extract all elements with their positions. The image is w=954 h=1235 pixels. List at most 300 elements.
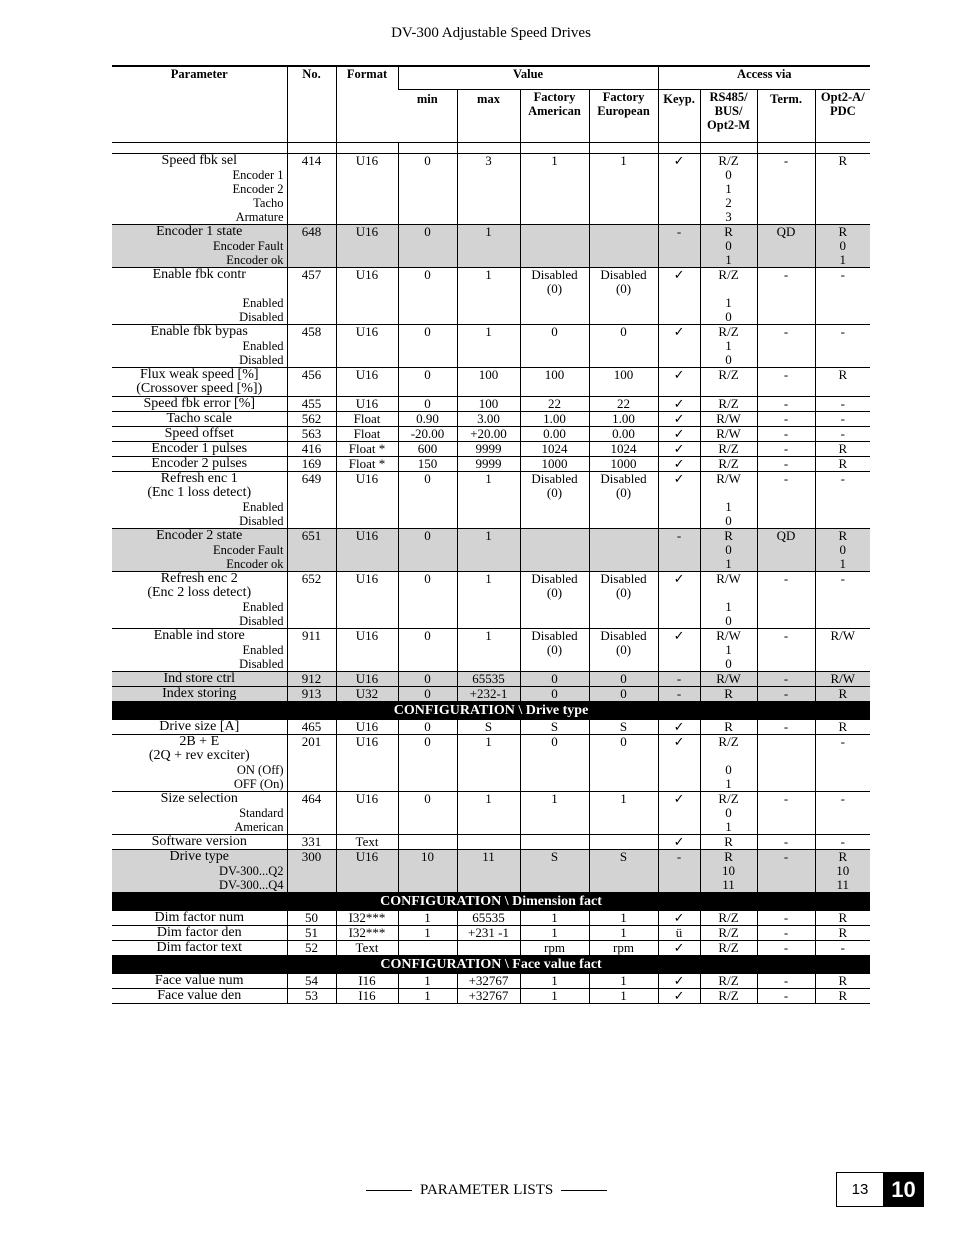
parameter-name-line: Enable ind store xyxy=(153,628,245,643)
parameter-table-body xyxy=(112,154,870,1004)
access-opt2a xyxy=(815,911,870,926)
parameter-name xyxy=(112,397,287,412)
table-row xyxy=(112,529,870,572)
param-min: 0 xyxy=(398,397,457,412)
access-opt2a-line: R xyxy=(838,528,848,543)
parameter-option: OFF (On) xyxy=(233,777,284,791)
factory-european-line: 1024 xyxy=(610,441,637,456)
access-rs485 xyxy=(700,672,757,687)
access-keypad: ✓ xyxy=(658,792,700,835)
factory-american xyxy=(520,154,589,225)
parameter-name xyxy=(112,225,287,268)
param-format: U16 xyxy=(336,397,398,412)
access-opt2a-line: - xyxy=(840,571,845,586)
access-keypad: - xyxy=(658,529,700,572)
access-keypad: ✓ xyxy=(658,427,700,442)
access-opt2a xyxy=(815,792,870,835)
table-row xyxy=(112,792,870,835)
parameter-name xyxy=(112,457,287,472)
section-header xyxy=(112,702,870,720)
access-opt2a-line: - xyxy=(840,834,845,849)
table-row xyxy=(112,442,870,457)
param-min: 0 xyxy=(398,687,457,702)
parameter-name-line: Face value num xyxy=(154,973,244,988)
factory-american xyxy=(520,427,589,442)
parameter-option: Disabled xyxy=(239,657,284,671)
param-number: 414 xyxy=(287,154,336,225)
section-title: CONFIGURATION \ Dimension fact xyxy=(112,893,870,911)
access-rs485-line: R xyxy=(724,719,733,734)
chapter-number: 10 xyxy=(883,1172,924,1207)
factory-european xyxy=(589,835,658,850)
param-number: 912 xyxy=(287,672,336,687)
param-max: 1 xyxy=(457,735,520,792)
access-opt2a-line: R xyxy=(838,441,848,456)
parameter-option: Encoder Fault xyxy=(213,239,284,253)
param-max: 1 xyxy=(457,572,520,629)
param-number: 52 xyxy=(287,941,336,956)
parameter-option: DV-300...Q2 xyxy=(219,864,284,878)
factory-american-line: 1 xyxy=(551,910,558,925)
parameter-name xyxy=(112,974,287,989)
factory-american-line: 0 xyxy=(551,734,558,749)
param-number: 649 xyxy=(287,472,336,529)
access-rs485-line: R/W xyxy=(716,628,741,643)
access-terminal: - xyxy=(757,850,815,893)
access-rs485 xyxy=(700,154,757,225)
factory-american xyxy=(520,397,589,412)
access-opt2a xyxy=(815,720,870,735)
param-max: 9999 xyxy=(457,457,520,472)
page-footer xyxy=(366,1182,607,1199)
param-min: 1 xyxy=(398,989,457,1004)
factory-american-line: 1 xyxy=(551,988,558,1003)
parameter-option: American xyxy=(234,820,284,834)
section-header xyxy=(112,893,870,911)
access-opt2a-line: R/W xyxy=(830,671,856,686)
parameter-name-line: Dim factor num xyxy=(154,910,244,925)
access-rs485-line: R/Z xyxy=(718,988,739,1003)
access-keypad: ✓ xyxy=(658,442,700,457)
access-rs485-line: R/Z xyxy=(718,910,739,925)
parameter-option: Disabled xyxy=(239,514,284,528)
access-rs485 xyxy=(700,442,757,457)
factory-european xyxy=(589,368,658,397)
param-max: +231 -1 xyxy=(457,926,520,941)
parameter-name xyxy=(112,835,287,850)
factory-american xyxy=(520,926,589,941)
parameter-name-line: Encoder 2 pulses xyxy=(151,456,248,471)
parameter-name-line: Drive size [A] xyxy=(159,719,240,734)
factory-european xyxy=(589,629,658,672)
factory-european xyxy=(589,941,658,956)
factory-american xyxy=(520,442,589,457)
param-number: 464 xyxy=(287,792,336,835)
access-opt2a-line: - xyxy=(840,471,845,486)
parameter-name xyxy=(112,792,287,835)
param-format: I32*** xyxy=(336,926,398,941)
factory-european xyxy=(589,154,658,225)
parameter-name-line: Refresh enc 2 xyxy=(160,571,238,586)
param-format: U16 xyxy=(336,735,398,792)
access-keypad: ✓ xyxy=(658,989,700,1004)
factory-american xyxy=(520,735,589,792)
col-header-rs485: RS485/ BUS/ Opt2-M xyxy=(700,90,757,143)
factory-european-line: (0) xyxy=(615,485,632,500)
access-terminal: - xyxy=(757,989,815,1004)
access-keypad: ✓ xyxy=(658,412,700,427)
param-min: 1 xyxy=(398,974,457,989)
access-keypad: ✓ xyxy=(658,572,700,629)
access-terminal: - xyxy=(757,412,815,427)
access-terminal: - xyxy=(757,926,815,941)
param-max: 65535 xyxy=(457,672,520,687)
parameter-name-line: Index storing xyxy=(162,686,237,701)
param-max: +232-1 xyxy=(457,687,520,702)
factory-american-line: (0) xyxy=(546,642,563,657)
parameter-name-line: (Enc 2 loss detect) xyxy=(147,585,252,600)
access-rs485 xyxy=(700,268,757,325)
table-row xyxy=(112,572,870,629)
access-rs485 xyxy=(700,720,757,735)
param-max: 11 xyxy=(457,850,520,893)
access-opt2a xyxy=(815,427,870,442)
param-min: 0 xyxy=(398,529,457,572)
page-header: DV-300 Adjustable Speed Drives xyxy=(391,25,591,41)
parameter-option: Standard xyxy=(239,806,284,820)
access-rs485 xyxy=(700,225,757,268)
param-max: 1 xyxy=(457,529,520,572)
param-max: 100 xyxy=(457,368,520,397)
access-terminal: - xyxy=(757,941,815,956)
factory-american-line: 1 xyxy=(551,153,558,168)
factory-american-line: S xyxy=(550,719,559,734)
factory-american xyxy=(520,572,589,629)
section-title: CONFIGURATION \ Face value fact xyxy=(112,956,870,974)
param-max: 1 xyxy=(457,225,520,268)
access-rs485-line: 0 xyxy=(725,542,732,557)
access-keypad: ✓ xyxy=(658,629,700,672)
access-terminal: - xyxy=(757,792,815,835)
param-max xyxy=(457,835,520,850)
access-opt2a xyxy=(815,926,870,941)
factory-american xyxy=(520,835,589,850)
access-rs485-line: 0 xyxy=(725,762,732,777)
factory-american-line: 0.00 xyxy=(543,426,566,441)
parameter-option: Encoder 1 xyxy=(232,168,284,182)
factory-american-line: S xyxy=(550,849,559,864)
param-min: 0 xyxy=(398,472,457,529)
factory-european-line: Disabled xyxy=(600,471,647,486)
access-rs485-line: 0 xyxy=(725,656,732,671)
access-rs485-line: R/Z xyxy=(718,925,739,940)
factory-american xyxy=(520,325,589,368)
factory-american xyxy=(520,472,589,529)
table-row xyxy=(112,720,870,735)
access-rs485 xyxy=(700,412,757,427)
access-opt2a xyxy=(815,325,870,368)
table-row xyxy=(112,472,870,529)
factory-european xyxy=(589,687,658,702)
access-rs485-line: R xyxy=(724,849,733,864)
param-format: Float * xyxy=(336,442,398,457)
access-rs485 xyxy=(700,974,757,989)
parameter-name-line: Flux weak speed [%] xyxy=(139,367,259,382)
access-terminal: - xyxy=(757,397,815,412)
parameter-name xyxy=(112,529,287,572)
access-opt2a xyxy=(815,850,870,893)
spacer xyxy=(704,586,754,600)
factory-european-line: (0) xyxy=(615,642,632,657)
access-keypad: - xyxy=(658,672,700,687)
access-rs485 xyxy=(700,529,757,572)
access-opt2a-line: - xyxy=(840,324,845,339)
factory-american-line: Disabled xyxy=(531,267,578,282)
param-format: U16 xyxy=(336,268,398,325)
parameter-option: Enabled xyxy=(242,500,284,514)
param-min: 1 xyxy=(398,926,457,941)
factory-european-line: 1 xyxy=(620,925,627,940)
factory-european-line: 1 xyxy=(620,988,627,1003)
access-terminal: - xyxy=(757,720,815,735)
table-row xyxy=(112,735,870,792)
param-min: 0 xyxy=(398,268,457,325)
factory-european xyxy=(589,572,658,629)
table-row xyxy=(112,941,870,956)
access-opt2a-line: R xyxy=(838,719,848,734)
parameter-option: Armature xyxy=(235,210,284,224)
access-opt2a-line: R xyxy=(838,456,848,471)
factory-american xyxy=(520,225,589,268)
access-opt2a-line: R xyxy=(838,910,848,925)
parameter-option: ON (Off) xyxy=(236,763,284,777)
parameter-name xyxy=(112,325,287,368)
access-opt2a-line: R xyxy=(838,367,848,382)
factory-european xyxy=(589,926,658,941)
access-keypad: ✓ xyxy=(658,325,700,368)
factory-american-line: rpm xyxy=(544,940,565,955)
param-min: 0 xyxy=(398,325,457,368)
param-number: 651 xyxy=(287,529,336,572)
access-terminal xyxy=(757,735,815,792)
param-min: 0 xyxy=(398,720,457,735)
access-rs485 xyxy=(700,629,757,672)
parameter-option: Disabled xyxy=(239,310,284,324)
factory-american-line: 1 xyxy=(551,925,558,940)
parameter-name-line: Refresh enc 1 xyxy=(160,471,238,486)
parameter-name xyxy=(112,629,287,672)
spacer xyxy=(704,282,754,296)
parameter-name xyxy=(112,572,287,629)
param-format: I16 xyxy=(336,974,398,989)
table-row xyxy=(112,989,870,1004)
factory-american-line: 1 xyxy=(551,973,558,988)
param-min: 600 xyxy=(398,442,457,457)
factory-american xyxy=(520,368,589,397)
parameter-name-line: Drive type xyxy=(169,849,229,864)
param-format: U16 xyxy=(336,629,398,672)
param-format: U16 xyxy=(336,472,398,529)
col-header-factory-american: Factory American xyxy=(520,90,589,143)
param-number: 456 xyxy=(287,368,336,397)
parameter-name xyxy=(112,911,287,926)
access-opt2a xyxy=(815,974,870,989)
parameter-name xyxy=(112,154,287,225)
param-format: Text xyxy=(336,835,398,850)
factory-american xyxy=(520,792,589,835)
access-keypad: - xyxy=(658,225,700,268)
col-header-max: max xyxy=(457,90,520,143)
factory-european-line: S xyxy=(619,849,628,864)
factory-american-line: 1.00 xyxy=(543,411,566,426)
param-format: U16 xyxy=(336,672,398,687)
param-max: 1 xyxy=(457,629,520,672)
table-row xyxy=(112,225,870,268)
table-row xyxy=(112,911,870,926)
parameter-name xyxy=(112,687,287,702)
parameter-option: Enabled xyxy=(242,643,284,657)
access-terminal: - xyxy=(757,457,815,472)
factory-american xyxy=(520,850,589,893)
access-opt2a xyxy=(815,835,870,850)
col-header-format: Format xyxy=(336,66,398,143)
access-terminal: - xyxy=(757,472,815,529)
param-format: I32*** xyxy=(336,911,398,926)
parameter-name-line: Ind store ctrl xyxy=(163,671,236,686)
param-format: U16 xyxy=(336,154,398,225)
parameter-option: Encoder 2 xyxy=(232,182,284,196)
access-keypad: ✓ xyxy=(658,835,700,850)
access-rs485-line: 1 xyxy=(725,338,732,353)
param-number: 455 xyxy=(287,397,336,412)
parameter-option: DV-300...Q4 xyxy=(219,878,284,892)
col-header-factory-european: Factory European xyxy=(589,90,658,143)
param-max: 3.00 xyxy=(457,412,520,427)
section-header xyxy=(112,956,870,974)
factory-european xyxy=(589,850,658,893)
access-terminal: QD xyxy=(757,225,815,268)
param-max xyxy=(457,941,520,956)
table-row xyxy=(112,325,870,368)
access-rs485 xyxy=(700,850,757,893)
factory-american-line: Disabled xyxy=(531,628,578,643)
access-opt2a-line: - xyxy=(840,411,845,426)
access-opt2a-line: - xyxy=(840,791,845,806)
access-opt2a-line: R/W xyxy=(830,628,856,643)
factory-european xyxy=(589,720,658,735)
factory-european-line: 0 xyxy=(620,686,627,701)
access-rs485-line: R/W xyxy=(716,471,741,486)
factory-american-line: 22 xyxy=(548,396,561,411)
access-keypad: ✓ xyxy=(658,911,700,926)
table-row xyxy=(112,154,870,225)
parameter-name-line: Enable fbk contr xyxy=(152,267,246,282)
factory-european-line: S xyxy=(619,719,628,734)
access-opt2a xyxy=(815,989,870,1004)
factory-american xyxy=(520,720,589,735)
access-opt2a xyxy=(815,735,870,792)
param-format: U16 xyxy=(336,529,398,572)
access-rs485-line: R/Z xyxy=(718,267,739,282)
param-min: 0 xyxy=(398,672,457,687)
factory-european-line: 0 xyxy=(620,734,627,749)
access-terminal: - xyxy=(757,672,815,687)
factory-european xyxy=(589,225,658,268)
factory-european xyxy=(589,442,658,457)
spacer xyxy=(704,749,754,763)
param-number: 465 xyxy=(287,720,336,735)
access-rs485-line: 1 xyxy=(725,499,732,514)
parameter-option: Enabled xyxy=(242,296,284,310)
parameter-option: Encoder Fault xyxy=(213,543,284,557)
parameter-name-line: Software version xyxy=(151,834,247,849)
access-opt2a-line: 1 xyxy=(839,556,847,571)
access-terminal: - xyxy=(757,427,815,442)
param-format: U16 xyxy=(336,792,398,835)
param-format: Float xyxy=(336,427,398,442)
table-row xyxy=(112,835,870,850)
access-rs485 xyxy=(700,835,757,850)
access-rs485-line: 10 xyxy=(722,863,736,878)
parameter-option: Disabled xyxy=(239,614,284,628)
param-max: 3 xyxy=(457,154,520,225)
access-terminal: - xyxy=(757,572,815,629)
access-terminal: - xyxy=(757,835,815,850)
param-max: 9999 xyxy=(457,442,520,457)
access-opt2a-line: - xyxy=(840,940,845,955)
access-opt2a-line: 11 xyxy=(836,877,850,892)
table-row xyxy=(112,427,870,442)
table-row xyxy=(112,850,870,893)
col-header-opt2a: Opt2-A/ PDC xyxy=(815,90,870,143)
factory-european xyxy=(589,397,658,412)
access-keypad: ü xyxy=(658,926,700,941)
access-keypad: - xyxy=(658,687,700,702)
access-opt2a-line: R xyxy=(838,224,848,239)
param-min: -20.00 xyxy=(398,427,457,442)
param-format: U32 xyxy=(336,687,398,702)
table-row xyxy=(112,368,870,397)
parameter-name xyxy=(112,850,287,893)
param-min xyxy=(398,835,457,850)
access-opt2a xyxy=(815,397,870,412)
param-format: Float xyxy=(336,412,398,427)
access-opt2a xyxy=(815,572,870,629)
param-number: 331 xyxy=(287,835,336,850)
factory-american xyxy=(520,672,589,687)
parameter-name xyxy=(112,427,287,442)
param-number: 54 xyxy=(287,974,336,989)
col-header-keyp: Keyp. xyxy=(658,90,700,143)
parameter-option: Enabled xyxy=(242,339,284,353)
access-rs485 xyxy=(700,687,757,702)
factory-european-line: 1 xyxy=(620,791,627,806)
parameter-name-line: Encoder 1 pulses xyxy=(151,441,248,456)
access-rs485-line: R/Z xyxy=(718,367,739,382)
access-rs485-line: R/Z xyxy=(718,441,739,456)
access-terminal: - xyxy=(757,629,815,672)
param-number: 911 xyxy=(287,629,336,672)
param-format: Text xyxy=(336,941,398,956)
parameter-name-line: (2Q + rev exciter) xyxy=(148,748,250,763)
access-rs485-line: R/Z xyxy=(718,940,739,955)
access-rs485-line: 1 xyxy=(725,295,732,310)
access-rs485-line: 1 xyxy=(725,819,732,834)
factory-european xyxy=(589,325,658,368)
access-opt2a xyxy=(815,268,870,325)
param-max: 1 xyxy=(457,792,520,835)
param-format: U16 xyxy=(336,850,398,893)
